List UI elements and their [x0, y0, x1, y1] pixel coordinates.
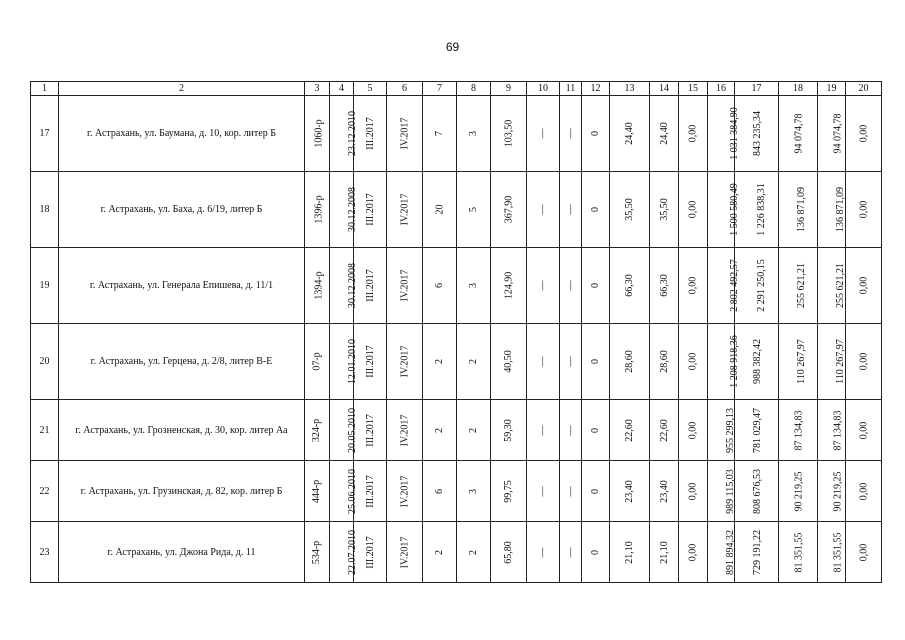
cell-col-8	[457, 96, 491, 172]
cell-col-20-text: 0,00	[858, 200, 869, 219]
cell-address: г. Астрахань, ул. Баха, д. 6/19, литер Б	[59, 172, 305, 248]
cell-document-date-text: 25.06.2010	[347, 468, 358, 514]
cell-col-18-text: 81 351,55	[793, 532, 805, 572]
cell-col-20	[846, 172, 882, 248]
cell-col-16	[708, 522, 735, 583]
cell-col-8-text: 2	[468, 427, 479, 433]
cell-col-9	[491, 172, 527, 248]
cell-col-7	[423, 96, 457, 172]
cell-col-13-text: 66,30	[624, 274, 635, 297]
cell-document-date	[330, 522, 358, 583]
cell-col-19	[818, 324, 846, 400]
cell-col-17	[735, 400, 779, 461]
cell-col-7-text: 7	[434, 131, 445, 136]
cell-col-9-text: 367,90	[503, 195, 514, 224]
cell-start-period	[354, 461, 387, 522]
cell-col-17	[735, 96, 779, 172]
cell-col-19	[818, 96, 846, 172]
cell-start-period	[354, 400, 387, 461]
cell-col-15-text: 0,00	[687, 276, 699, 295]
cell-document-number	[305, 96, 330, 172]
cell-col-12	[582, 522, 610, 583]
cell-col-12	[582, 324, 610, 400]
cell-row-number: 20	[31, 324, 59, 400]
cell-start-period-text: III.2017	[364, 413, 376, 447]
cell-col-16	[708, 96, 740, 172]
page-number: 69	[445, 40, 460, 54]
cell-col-15	[679, 248, 708, 324]
table-row	[31, 96, 882, 172]
cell-col-10-text: —	[537, 128, 549, 139]
cell-col-16-text: 989 115,03	[724, 468, 736, 514]
cell-end-period	[387, 400, 423, 461]
cell-document-number	[305, 248, 330, 324]
cell-col-14-text: 35,50	[658, 198, 670, 221]
column-header-11: 11	[560, 82, 582, 96]
cell-col-10	[527, 461, 560, 522]
cell-col-9-text: 40,50	[503, 350, 514, 373]
cell-address: г. Астрахань, ул. Баумана, д. 10, кор. литер Б	[59, 96, 305, 172]
cell-col-15-text: 0,00	[687, 421, 699, 439]
cell-col-15	[679, 461, 708, 522]
cell-col-11	[560, 400, 582, 461]
column-header-5: 5	[354, 82, 387, 96]
cell-col-13	[610, 96, 650, 172]
cell-document-number-text: 1060-р	[313, 119, 325, 148]
cell-start-period-text: III.2017	[364, 193, 376, 226]
column-header-7: 7	[423, 82, 457, 96]
cell-address: г. Астрахань, ул. Генерала Епишева, д. 11/1	[59, 248, 305, 324]
cell-col-10-text: —	[537, 280, 549, 291]
cell-col-18-text: 94 074,78	[793, 113, 805, 154]
cell-col-17	[735, 324, 779, 400]
cell-start-period	[354, 172, 387, 248]
table-body	[31, 96, 882, 583]
cell-col-17-text: 843 235,34	[752, 111, 763, 156]
cell-col-8	[457, 324, 491, 400]
cell-col-12	[582, 400, 610, 461]
cell-col-12-text: 0	[590, 427, 601, 433]
cell-col-10-text: —	[537, 204, 549, 215]
cell-col-7	[423, 461, 457, 522]
column-header-9: 9	[491, 82, 527, 96]
cell-end-period	[387, 324, 423, 400]
cell-document-number	[305, 172, 330, 248]
cell-col-14	[650, 400, 679, 461]
cell-col-20	[846, 461, 882, 522]
cell-col-16	[708, 324, 740, 400]
column-header-10: 10	[527, 82, 560, 96]
cell-col-18	[779, 248, 818, 324]
cell-document-number-text: 534-р	[311, 540, 323, 564]
cell-col-17-text: 808 676,53	[752, 468, 763, 514]
cell-col-20-text: 0,00	[858, 482, 869, 500]
cell-col-14	[650, 248, 679, 324]
cell-col-12-text: 0	[590, 283, 601, 288]
cell-col-11	[560, 522, 582, 583]
cell-col-7	[423, 522, 457, 583]
cell-col-9	[491, 248, 527, 324]
cell-col-14	[650, 461, 679, 522]
cell-col-18	[779, 522, 818, 583]
cell-col-20-text: 0,00	[858, 421, 869, 439]
cell-col-10	[527, 248, 560, 324]
table-row	[31, 522, 882, 583]
cell-col-18-text: 255 621,21	[796, 263, 807, 308]
cell-col-19	[818, 522, 846, 583]
cell-row-number: 18	[31, 172, 59, 248]
cell-col-20-text: 0,00	[858, 276, 869, 295]
cell-col-19-text: 90 219,25	[832, 471, 844, 511]
cell-col-12-text: 0	[590, 359, 601, 364]
cell-col-7-text: 6	[434, 488, 445, 494]
column-header-12: 12	[582, 82, 610, 96]
cell-col-19	[818, 461, 846, 522]
cell-document-date	[330, 400, 358, 461]
cell-col-20	[846, 400, 882, 461]
cell-col-16-text: 891 894,32	[725, 529, 736, 575]
cell-col-15	[679, 172, 708, 248]
table-row	[31, 324, 882, 400]
cell-col-20	[846, 522, 882, 583]
cell-col-12	[582, 248, 610, 324]
cell-end-period-text: IV.2017	[398, 193, 410, 226]
cell-col-13	[610, 461, 650, 522]
cell-col-13	[610, 522, 650, 583]
cell-col-12-text: 0	[590, 488, 601, 494]
column-header-19: 19	[818, 82, 846, 96]
cell-end-period	[387, 172, 423, 248]
cell-document-number-text: 07-р	[311, 352, 323, 371]
registry-table	[30, 81, 882, 583]
cell-col-8-text: 3	[468, 131, 479, 136]
cell-col-7-text: 2	[434, 359, 445, 364]
cell-start-period-text: III.2017	[364, 345, 376, 378]
cell-col-12	[582, 172, 610, 248]
cell-end-period-text: IV.2017	[398, 269, 410, 302]
cell-col-7	[423, 400, 457, 461]
cell-col-8	[457, 172, 491, 248]
column-header-20: 20	[846, 82, 882, 96]
cell-col-15	[679, 400, 708, 461]
cell-col-14-text: 23,40	[658, 479, 670, 503]
cell-col-9-text: 99,75	[503, 479, 514, 503]
cell-col-11-text: —	[565, 486, 576, 496]
cell-document-number-text: 444-р	[311, 479, 323, 503]
cell-col-8	[457, 461, 491, 522]
cell-col-17	[735, 461, 779, 522]
cell-col-8-text: 3	[468, 283, 479, 288]
cell-col-13	[610, 248, 650, 324]
column-header-1: 1	[31, 82, 59, 96]
cell-col-17-text: 1 226 838,31	[755, 183, 767, 236]
cell-row-number: 17	[31, 96, 59, 172]
cell-start-period-text: III.2017	[364, 269, 376, 302]
cell-col-9	[491, 461, 527, 522]
cell-col-19-text: 110 267,97	[834, 339, 846, 384]
cell-col-15-text: 0,00	[687, 352, 699, 371]
cell-document-number-text: 1396-р	[313, 195, 325, 224]
cell-col-11-text: —	[565, 356, 576, 367]
cell-col-17-text: 2 291 250,15	[755, 259, 767, 312]
cell-col-15	[679, 522, 708, 583]
cell-document-date-text: 23.12.2010	[347, 111, 358, 156]
cell-col-13-text: 35,50	[624, 198, 635, 221]
cell-col-20	[846, 324, 882, 400]
cell-document-number	[305, 461, 330, 522]
cell-col-20	[846, 248, 882, 324]
table-row	[31, 400, 882, 461]
cell-col-12	[582, 461, 610, 522]
cell-col-20-text: 0,00	[858, 543, 869, 561]
cell-col-17	[735, 522, 779, 583]
cell-col-20	[846, 96, 882, 172]
cell-col-13-text: 21,10	[624, 540, 635, 564]
cell-col-14	[650, 522, 679, 583]
cell-col-11-text: —	[565, 280, 576, 291]
cell-col-17	[735, 248, 779, 324]
cell-col-7-text: 2	[434, 549, 445, 555]
cell-document-number-text: 324-р	[311, 418, 323, 442]
cell-col-16-text: 2 802 492,57	[728, 259, 740, 312]
cell-col-16-text: 1 031 384,90	[728, 107, 740, 160]
cell-document-date	[330, 248, 358, 324]
cell-col-15-text: 0,00	[687, 124, 699, 143]
cell-col-18	[779, 96, 818, 172]
cell-document-date-text: 12.01.2010	[347, 339, 358, 384]
cell-col-19	[818, 248, 846, 324]
cell-col-16-text: 955 299,13	[725, 407, 736, 453]
cell-col-9-text: 65,80	[503, 540, 514, 564]
column-header-8: 8	[457, 82, 491, 96]
cell-col-18	[779, 324, 818, 400]
cell-col-16	[708, 400, 735, 461]
cell-col-10	[527, 172, 560, 248]
column-header-15: 15	[679, 82, 708, 96]
cell-address: г. Астрахань, ул. Грозненская, д. 30, кор. литер Аа	[59, 400, 305, 461]
cell-col-7-text: 6	[434, 283, 445, 288]
cell-col-19-text: 136 871,09	[835, 187, 846, 232]
cell-col-14-text: 66,30	[658, 274, 670, 297]
cell-row-number: 22	[31, 461, 59, 522]
cell-col-15-text: 0,00	[687, 482, 699, 500]
cell-col-18-text: 110 267,97	[795, 339, 807, 384]
cell-col-20-text: 0,00	[858, 124, 869, 143]
cell-document-number	[305, 324, 330, 400]
cell-col-8	[457, 248, 491, 324]
column-header-17: 17	[735, 82, 779, 96]
cell-col-8	[457, 522, 491, 583]
cell-col-16	[708, 461, 735, 522]
cell-end-period-text: IV.2017	[398, 345, 410, 378]
cell-col-7	[423, 172, 457, 248]
cell-end-period	[387, 248, 423, 324]
cell-document-number-text: 1394-р	[313, 271, 325, 300]
cell-col-14-text: 22,60	[658, 418, 670, 442]
cell-col-8-text: 2	[468, 549, 479, 555]
cell-col-9	[491, 522, 527, 583]
cell-col-7	[423, 324, 457, 400]
cell-col-15	[679, 324, 708, 400]
cell-col-12-text: 0	[590, 207, 601, 212]
cell-end-period-text: IV.2017	[398, 475, 410, 507]
cell-col-15-text: 0,00	[687, 543, 699, 561]
cell-start-period-text: III.2017	[364, 535, 376, 569]
cell-col-19	[818, 400, 846, 461]
cell-row-number: 19	[31, 248, 59, 324]
cell-col-10-text: —	[537, 425, 549, 435]
column-header-18: 18	[779, 82, 818, 96]
cell-col-11	[560, 172, 582, 248]
cell-col-18	[779, 172, 818, 248]
cell-col-20-text: 0,00	[858, 352, 869, 371]
cell-document-date	[330, 96, 358, 172]
cell-start-period-text: III.2017	[364, 117, 376, 150]
cell-start-period-text: III.2017	[364, 474, 376, 508]
cell-address: г. Астрахань, ул. Герцена, д. 2/8, литер В-Е	[59, 324, 305, 400]
cell-col-13-text: 23,40	[624, 479, 635, 503]
cell-col-18	[779, 461, 818, 522]
cell-end-period	[387, 522, 423, 583]
cell-col-19-text: 94 074,78	[832, 113, 844, 154]
cell-col-17	[735, 172, 779, 248]
cell-col-14-text: 21,10	[658, 540, 670, 564]
cell-col-12-text: 0	[590, 549, 601, 555]
cell-col-10-text: —	[537, 356, 549, 367]
column-header-16: 16	[708, 82, 735, 96]
cell-col-13	[610, 324, 650, 400]
cell-col-10	[527, 96, 560, 172]
table-row	[31, 172, 882, 248]
cell-col-19	[818, 172, 846, 248]
cell-col-11-text: —	[565, 204, 576, 215]
cell-col-12-text: 0	[590, 131, 601, 136]
cell-col-11	[560, 96, 582, 172]
cell-col-13-text: 28,60	[624, 350, 635, 373]
cell-col-10	[527, 522, 560, 583]
column-header-14: 14	[650, 82, 679, 96]
table-row	[31, 248, 882, 324]
cell-col-16-text: 1 500 580,49	[728, 183, 740, 236]
cell-col-10-text: —	[537, 486, 549, 496]
cell-col-14-text: 28,60	[658, 350, 670, 373]
cell-col-10	[527, 400, 560, 461]
cell-col-17-text: 729 191,22	[752, 529, 763, 575]
cell-document-date-text: 30.12.2008	[347, 263, 358, 308]
cell-col-17-text: 988 382,42	[752, 339, 763, 384]
cell-col-18-text: 87 134,83	[793, 410, 805, 450]
cell-col-10-text: —	[537, 547, 549, 557]
cell-col-14	[650, 96, 679, 172]
cell-col-13-text: 24,40	[624, 122, 635, 145]
cell-col-16	[708, 172, 740, 248]
cell-col-9-text: 103,50	[503, 119, 514, 148]
cell-end-period-text: IV.2017	[398, 117, 410, 150]
cell-col-9	[491, 324, 527, 400]
cell-col-14-text: 24,40	[658, 122, 670, 145]
cell-document-number	[305, 400, 330, 461]
cell-col-8-text: 2	[468, 359, 479, 364]
cell-end-period	[387, 461, 423, 522]
cell-document-date-text: 30.12.2008	[347, 187, 358, 232]
column-number-row	[31, 82, 882, 96]
cell-col-9-text: 124,90	[503, 271, 514, 300]
column-header-4: 4	[330, 82, 354, 96]
cell-col-11-text: —	[565, 547, 576, 557]
cell-col-16-text: 1 208 918,36	[728, 335, 740, 388]
cell-col-11-text: —	[565, 425, 576, 435]
cell-start-period	[354, 96, 387, 172]
cell-address: г. Астрахань, ул. Джона Рида, д. 11	[59, 522, 305, 583]
cell-col-15	[679, 96, 708, 172]
cell-end-period-text: IV.2017	[398, 536, 410, 568]
cell-col-9-text: 59,30	[503, 418, 514, 442]
cell-col-13	[610, 400, 650, 461]
cell-document-date	[330, 324, 358, 400]
cell-start-period	[354, 248, 387, 324]
cell-row-number: 21	[31, 400, 59, 461]
cell-document-number	[305, 522, 330, 583]
cell-col-19-text: 87 134,83	[832, 410, 844, 450]
cell-col-11	[560, 248, 582, 324]
cell-col-13-text: 22,60	[624, 418, 635, 442]
cell-end-period-text: IV.2017	[398, 414, 410, 446]
cell-col-14	[650, 324, 679, 400]
cell-col-17-text: 781 029,47	[752, 407, 763, 453]
cell-col-19-text: 255 621,21	[835, 263, 846, 308]
cell-end-period	[387, 96, 423, 172]
cell-col-9	[491, 400, 527, 461]
cell-col-18	[779, 400, 818, 461]
cell-start-period	[354, 522, 387, 583]
cell-col-18-text: 90 219,25	[793, 471, 805, 511]
cell-col-7-text: 20	[434, 204, 445, 215]
cell-col-7-text: 2	[434, 427, 445, 433]
cell-document-date-text: 22.07.2010	[347, 529, 358, 575]
cell-col-8-text: 5	[468, 207, 479, 212]
column-header-6: 6	[387, 82, 423, 96]
cell-col-10	[527, 324, 560, 400]
cell-document-date	[330, 461, 358, 522]
cell-address: г. Астрахань, ул. Грузинская, д. 82, кор. литер Б	[59, 461, 305, 522]
cell-col-11	[560, 324, 582, 400]
cell-start-period	[354, 324, 387, 400]
cell-col-13	[610, 172, 650, 248]
cell-row-number: 23	[31, 522, 59, 583]
cell-col-8-text: 3	[468, 488, 479, 494]
cell-col-12	[582, 96, 610, 172]
cell-document-date	[330, 172, 358, 248]
table-row	[31, 461, 882, 522]
cell-col-15-text: 0,00	[687, 200, 699, 219]
cell-col-18-text: 136 871,09	[796, 187, 807, 232]
cell-col-8	[457, 400, 491, 461]
column-header-3: 3	[305, 82, 330, 96]
cell-document-date-text: 20.05.2010	[347, 407, 358, 453]
column-header-2: 2	[59, 82, 305, 96]
cell-col-7	[423, 248, 457, 324]
cell-col-16	[708, 248, 740, 324]
cell-col-9	[491, 96, 527, 172]
cell-col-14	[650, 172, 679, 248]
cell-col-19-text: 81 351,55	[832, 532, 844, 572]
cell-col-11-text: —	[565, 128, 576, 139]
cell-col-11	[560, 461, 582, 522]
column-header-13: 13	[610, 82, 650, 96]
